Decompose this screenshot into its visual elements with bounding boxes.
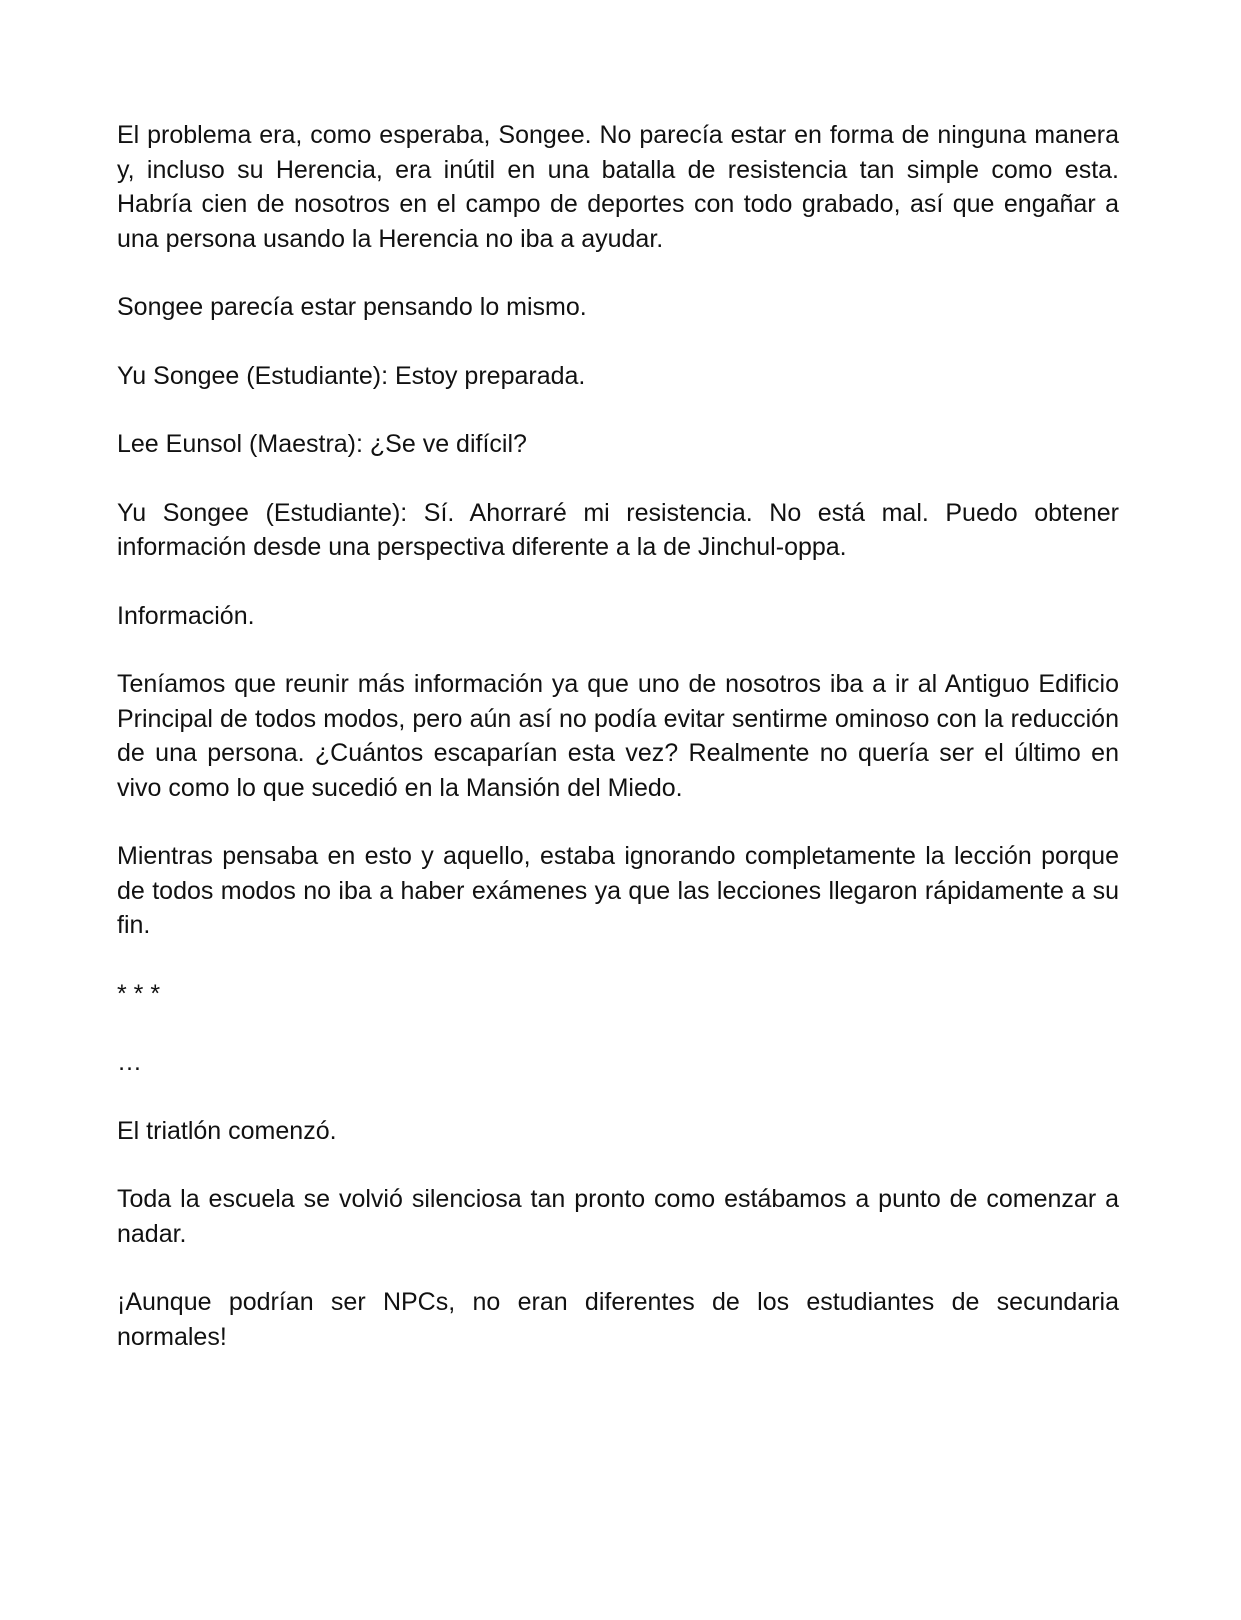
- ellipsis-line: …: [117, 1048, 142, 1076]
- dialogue-line: Lee Eunsol (Maestra): ¿Se ve difícil?: [117, 430, 527, 458]
- dialogue-line: Yu Songee (Estudiante): Sí. Ahorraré mi resistencia. No está mal. Puedo obtener información desde una perspectiva diferente a la de Jinchul-oppa.: [117, 498, 1119, 561]
- paragraph: Información.: [117, 601, 255, 630]
- paragraph: Toda la escuela se volvió silenciosa tan pronto como estábamos a punto de comenzar a nadar.: [117, 1185, 1119, 1248]
- document-page: [117, 118, 1119, 1388]
- dialogue-line: Yu Songee (Estudiante): Estoy preparada.: [117, 361, 586, 390]
- paragraph: El problema era, como esperaba, Songee. No parecía estar en forma de ninguna manera y, incluso su Herencia, era inútil en una batalla de resistencia tan simple como esta. Habría cien de nosotros en el campo de deportes con todo grabado, así que engañar a una persona usando la Herencia no iba a ayudar.: [117, 121, 1119, 253]
- paragraph: Teníamos que reunir más información ya que uno de nosotros iba a ir al Antiguo Edificio Principal de todos modos, pero aún así no podía evitar sentirme ominoso con la reducción de una persona. ¿Cuántos escaparían esta vez? Realmente no quería ser el último en vivo como lo que sucedió en la Mansión del Miedo.: [117, 670, 1119, 802]
- scene-break: * * *: [117, 979, 161, 1008]
- paragraph: Mientras pensaba en esto y aquello, estaba ignorando completamente la lección porque de todos modos no iba a haber exámenes ya que las lecciones llegaron rápidamente a su fin.: [117, 842, 1119, 939]
- paragraph: El triatlón comenzó.: [117, 1116, 337, 1145]
- paragraph: Songee parecía estar pensando lo mismo.: [117, 293, 587, 321]
- paragraph: ¡Aunque podrían ser NPCs, no eran diferentes de los estudiantes de secundaria normales!: [117, 1288, 1119, 1351]
